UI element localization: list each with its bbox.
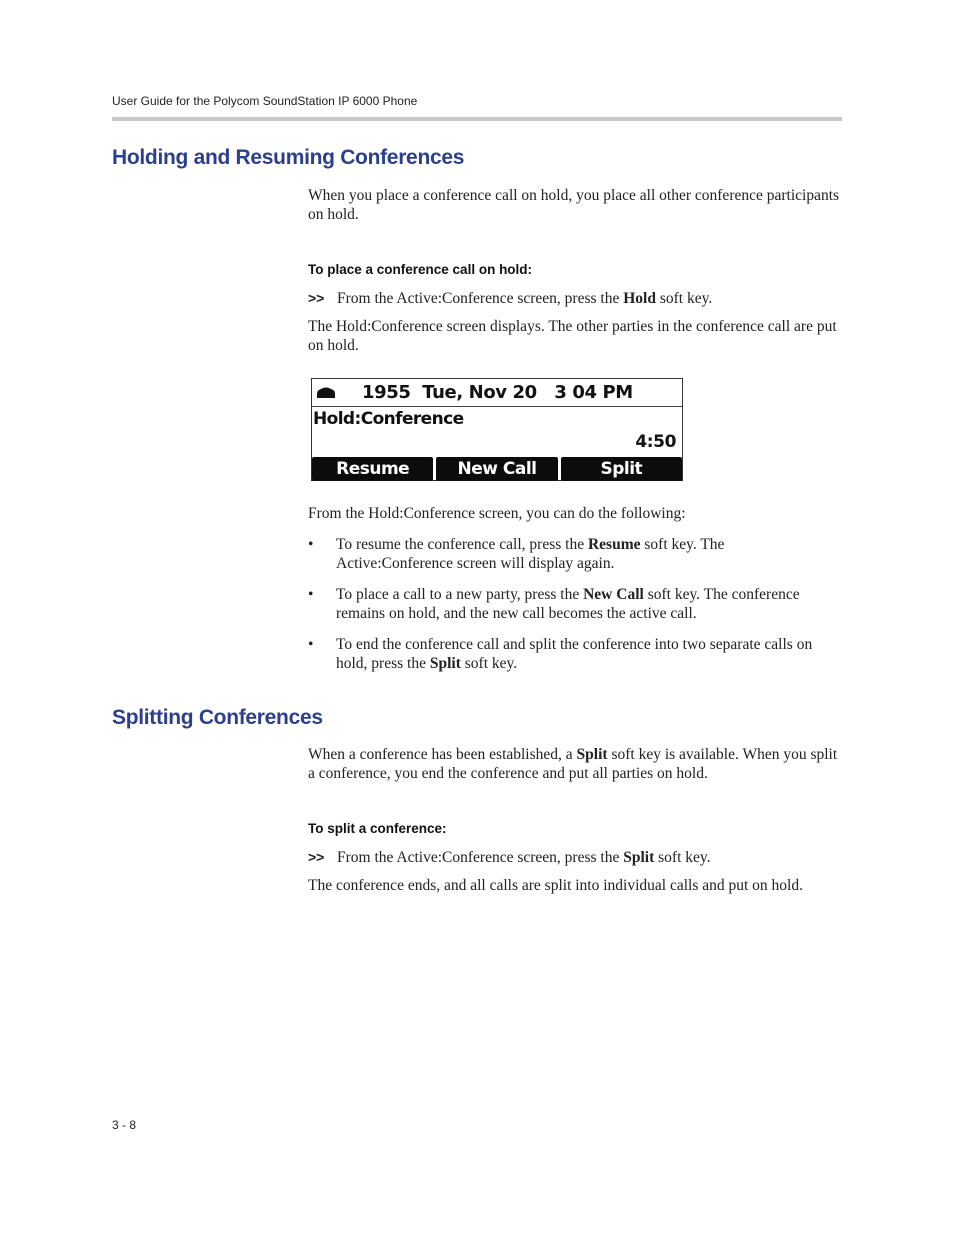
softkey-resume[interactable]: Resume bbox=[312, 457, 433, 481]
bullet-text-post: soft key. bbox=[460, 655, 518, 672]
handset-icon bbox=[316, 387, 336, 399]
softkey-split[interactable]: Split bbox=[561, 457, 682, 481]
intro-text-pre: When a conference has been established, a bbox=[308, 746, 577, 763]
step-text-post: soft key. bbox=[654, 849, 711, 866]
status-bar bbox=[316, 381, 678, 405]
step-key-split: Split bbox=[623, 849, 655, 866]
softkey-bar bbox=[312, 457, 682, 481]
section-heading-holding: Holding and Resuming Conferences bbox=[112, 146, 465, 169]
call-state-label: Hold:Conference bbox=[313, 409, 464, 429]
page-number: 3 - 8 bbox=[112, 1118, 137, 1132]
procedure-title-hold: To place a conference call on hold: bbox=[308, 262, 533, 277]
bullet-text-post: soft key. The Active:Conference screen will display again. bbox=[336, 536, 725, 572]
call-timer: 4:50 bbox=[635, 432, 676, 452]
section-heading-splitting: Splitting Conferences bbox=[112, 706, 323, 729]
step-marker: >> bbox=[308, 849, 325, 865]
status-text: 1955 Tue, Nov 20 3 04 PM bbox=[362, 382, 633, 403]
step-text-post: soft key. bbox=[655, 290, 713, 307]
bullet-icon: • bbox=[308, 586, 314, 603]
bullet-text-post: soft key. The conference remains on hold, and the new call becomes the active call. bbox=[336, 586, 800, 622]
bullet-text-pre: To end the conference call and split the conference into two separate calls on hold, press the bbox=[336, 636, 813, 672]
procedure-title-split: To split a conference: bbox=[308, 821, 447, 836]
holding-intro: When you place a conference call on hold, you place all other conference participants on hold. bbox=[308, 187, 840, 223]
bullet-text-pre: To place a call to a new party, press the bbox=[336, 586, 584, 603]
split-result: The conference ends, and all calls are split into individual calls and put on hold. bbox=[308, 877, 803, 894]
phone-display-screenshot bbox=[311, 378, 683, 481]
bullet-key-new-call: New Call bbox=[583, 586, 644, 603]
status-divider bbox=[312, 406, 682, 407]
header-rule bbox=[112, 117, 842, 121]
intro-key-split: Split bbox=[576, 746, 608, 763]
step-key-hold: Hold bbox=[623, 290, 656, 307]
step-hold bbox=[308, 289, 842, 308]
hold-result: The Hold:Conference screen displays. The other parties in the conference call are put on hold. bbox=[308, 318, 837, 354]
step-text-pre: From the Active:Conference screen, press the bbox=[337, 290, 624, 307]
running-header: User Guide for the Polycom SoundStation IP 6000 Phone bbox=[112, 94, 418, 108]
softkey-new-call[interactable]: New Call bbox=[436, 457, 557, 481]
bullet-icon: • bbox=[308, 536, 314, 553]
step-text-pre: From the Active:Conference screen, press the bbox=[337, 849, 624, 866]
step-marker: >> bbox=[308, 290, 325, 306]
bullet-icon: • bbox=[308, 636, 314, 653]
step-split bbox=[308, 848, 842, 867]
bullet-text-pre: To resume the conference call, press the bbox=[336, 536, 588, 553]
intro-text-post: soft key is available. When you split a conference, you end the conference and put all parties on hold. bbox=[308, 746, 838, 782]
hold-options-intro: From the Hold:Conference screen, you can do the following: bbox=[308, 505, 686, 522]
splitting-intro bbox=[308, 745, 842, 783]
bullet-key-split: Split bbox=[429, 655, 461, 672]
bullet-key-resume: Resume bbox=[587, 536, 641, 553]
